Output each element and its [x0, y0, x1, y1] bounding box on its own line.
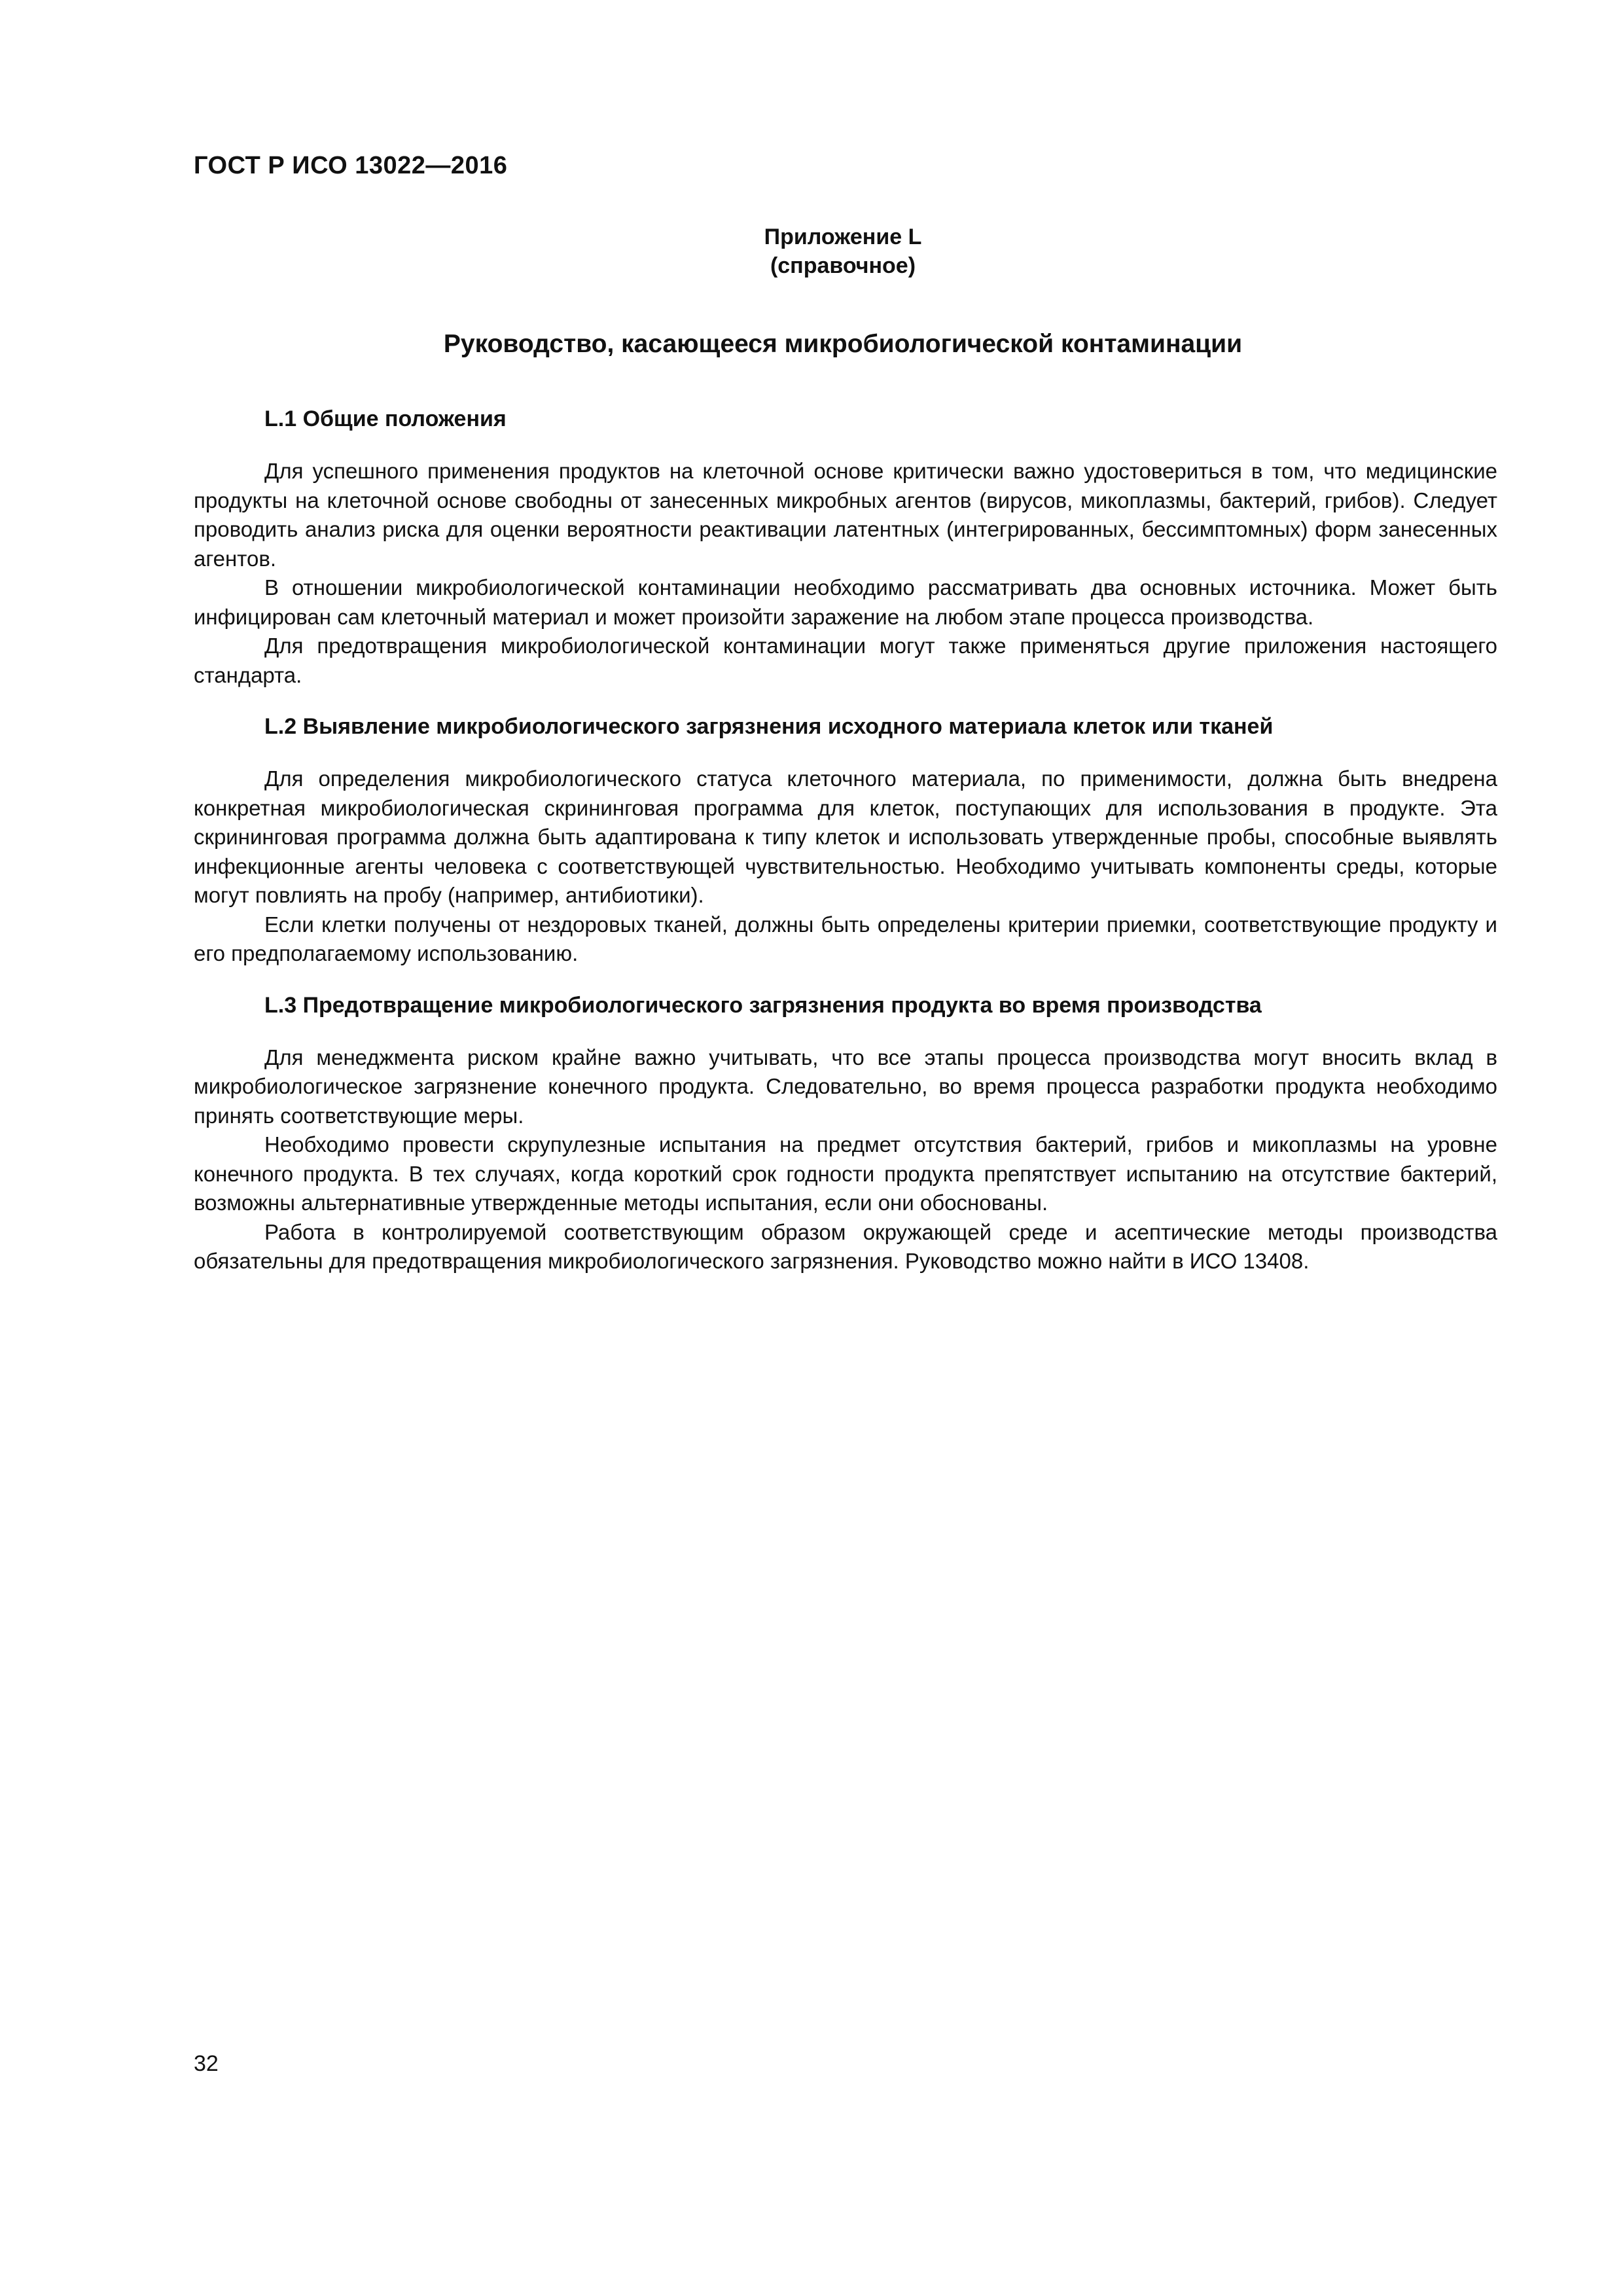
paragraph: Для определения микробиологического статуса клеточного материала, по применимости, должна быть внедрена конкретная микробиологическая скрининговая программа для клеток, поступающих для использования в продукте. Эта скрининговая программа должна быть адаптирована к типу клеток и использовать утвержденные пробы, способные выявлять инфекционные агенты человека с соответствующей чувствительностью. Необходимо учитывать компоненты среды, которые могут повлиять на пробу (например, антибиотики).	[194, 766, 1497, 907]
paragraph: Необходимо провести скрупулезные испытания на предмет отсутствия бактерий, грибов и микоплазмы на уровне конечного продукта. В тех случаях, когда короткий срок годности продукта препятствует испытанию на отсутствие бактерий, возможны альтернативные утвержденные методы испытания, если они обоснованы.	[194, 1132, 1497, 1215]
section-heading: L.3 Предотвращение микробиологического загрязнения продукта во время производства	[264, 992, 1262, 1018]
annex-title: Руководство, касающееся микробиологической контаминации	[443, 330, 1243, 358]
section-heading: L.1 Общие положения	[264, 406, 507, 431]
section-heading: L.2 Выявление микробиологического загрязнения исходного материала клеток или тканей	[264, 714, 1274, 739]
paragraph: Для предотвращения микробиологической контаминации могут также применяться другие приложения настоящего стандарта.	[194, 634, 1497, 687]
section-l3	[194, 991, 1497, 1276]
paragraph: Если клетки получены от нездоровых тканей, должны быть определены критерии приемки, соответствующие продукту и его предполагаемому использованию.	[194, 912, 1497, 965]
section-l1	[194, 404, 1497, 690]
page-number: 32	[194, 2051, 219, 2076]
annex-label-block	[0, 223, 1623, 280]
annex-status: (справочное)	[770, 253, 916, 278]
paragraph: Для менеджмента риском крайне важно учитывать, что все этапы процесса производства могут вносить вклад в микробиологическое загрязнение конечного продукта. Следовательно, во время процесса разработки продукта необходимо принять соответствующие меры.	[194, 1045, 1497, 1128]
paragraph: В отношении микробиологической контаминации необходимо рассматривать два основных источника. Может быть инфицирован сам клеточный материал и может произойти заражение на любом этапе процесса производства.	[194, 575, 1497, 629]
section-l2	[194, 712, 1497, 969]
document-header: ГОСТ Р ИСО 13022—2016	[194, 152, 508, 179]
annex-label: Приложение L	[764, 224, 922, 249]
document-body	[194, 404, 1497, 1299]
paragraph: Работа в контролируемой соответствующим образом окружающей среде и асептические методы производства обязательны для предотвращения микробиологического загрязнения. Руководство можно найти в ИСО 13408.	[194, 1219, 1497, 1273]
paragraph: Для успешного применения продуктов на клеточной основе критически важно удостовериться в том, что медицинские продукты на клеточной основе свободны от занесенных микробных агентов (вирусов, микоплазмы, бактерий, грибов). Следует проводить анализ риска для оценки вероятности реактивации латентных (интегрированных, бессимптомных) форм занесенных агентов.	[194, 459, 1497, 571]
